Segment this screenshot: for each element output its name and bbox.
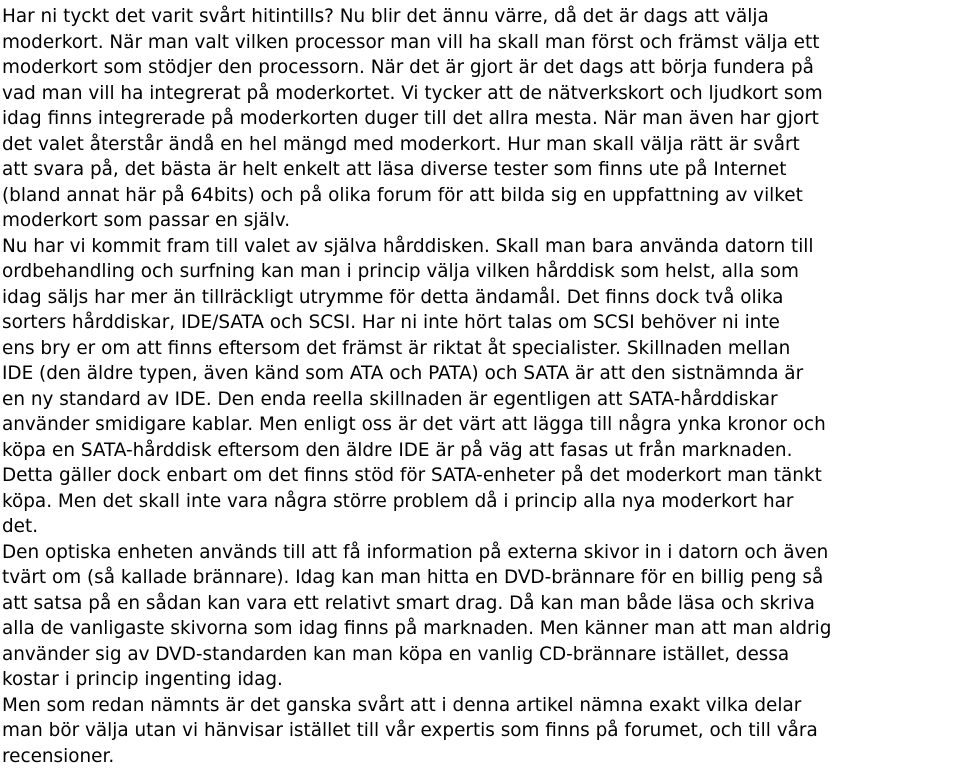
text-line: Men som redan nämnts är det ganska svårt att i denna artikel nämna exakt vilka delar [2, 694, 802, 716]
text-line: det valet återstår ändå en hel mängd med moderkort. Hur man skall välja rätt är svårt [2, 133, 800, 155]
text-line: ens bry er om att finns eftersom det främst är riktat åt specialister. Skillnaden mellan [2, 337, 791, 359]
text-line: idag säljs har mer än tillräckligt utrymme för detta ändamål. Det finns dock två olika [2, 286, 784, 308]
text-line: moderkort som stödjer den processorn. När det är gjort är det dags att börja fundera på [2, 57, 814, 78]
text-line: moderkort. När man valt vilken processor man vill ha skall man först och främst välja ett [2, 31, 820, 53]
text-line: moderkort som passar en själv. [2, 210, 291, 231]
text-line: (bland annat här på 64bits) och på olika forum för att bilda sig en uppfattning av vilket [2, 184, 803, 206]
paragraph-optical-drive [2, 540, 960, 693]
text-line: Har ni tyckt det varit svårt hitintills? Nu blir det ännu värre, då det är dags att välja [2, 6, 769, 27]
text-line: tvärt om (så kallade brännare). Idag kan man hitta en DVD-brännare för en billig peng så [2, 567, 824, 588]
text-line: vad man vill ha integrerat på moderkortet. Vi tycker att de nätverkskort och ljudkort som [2, 82, 823, 104]
text-line: man bör välja utan vi hänvisar istället till vår expertis som finns på forumet, och till våra [2, 720, 818, 741]
text-line: att svara på, det bästa är helt enkelt att läsa diverse tester som finns ute på Internet [2, 159, 787, 180]
text-line: alla de vanligaste skivorna som idag finns på marknaden. Men känner man att man aldrig [2, 618, 832, 639]
text-line: Detta gäller dock enbart om det finns stöd för SATA-enheter på det moderkort man tänkt [2, 465, 822, 486]
text-line: Nu har vi kommit fram till valet av själva hårddisken. Skall man bara använda datorn till [2, 235, 814, 257]
text-line: använder sig av DVD-standarden kan man köpa en vanlig CD-brännare istället, dessa [2, 643, 790, 665]
text-line: ordbehandling och surfning kan man i princip välja vilken hårddisk som helst, alla som [2, 261, 799, 282]
text-line: köpa. Men det skall inte vara några större problem då i princip alla nya moderkort har [2, 490, 794, 512]
text-line: att satsa på en sådan kan vara ett relativt smart drag. Då kan man både läsa och skriva [2, 592, 815, 614]
paragraph-conclusion [2, 693, 960, 770]
text-line: kostar i princip ingenting idag. [2, 669, 283, 690]
text-line: IDE (den äldre typen, även känd som ATA och PATA) och SATA är att den sistnämnda är [2, 363, 804, 384]
text-line: det. [2, 516, 39, 537]
text-line: köpa en SATA-hårddisk eftersom den äldre IDE är på väg att fasas ut från marknaden. [2, 439, 793, 461]
text-line: idag finns integrerade på moderkorten duger till det allra mesta. När man även har gjort [2, 108, 819, 129]
text-line: Den optiska enheten används till att få information på externa skivor in i datorn och även [2, 541, 829, 563]
text-line: sorters hårddiskar, IDE/SATA och SCSI. Har ni inte hört talas om SCSI behöver ni inte [2, 312, 780, 333]
paragraph-motherboard [2, 4, 960, 234]
paragraph-harddisk [2, 234, 960, 540]
text-line: använder smidigare kablar. Men enligt oss är det värt att lägga till några ynka kronor och [2, 414, 826, 435]
text-line: recensioner. [2, 745, 115, 767]
text-line: en ny standard av IDE. Den enda reella skillnaden är egentligen att SATA-hårddiskar [2, 388, 778, 410]
